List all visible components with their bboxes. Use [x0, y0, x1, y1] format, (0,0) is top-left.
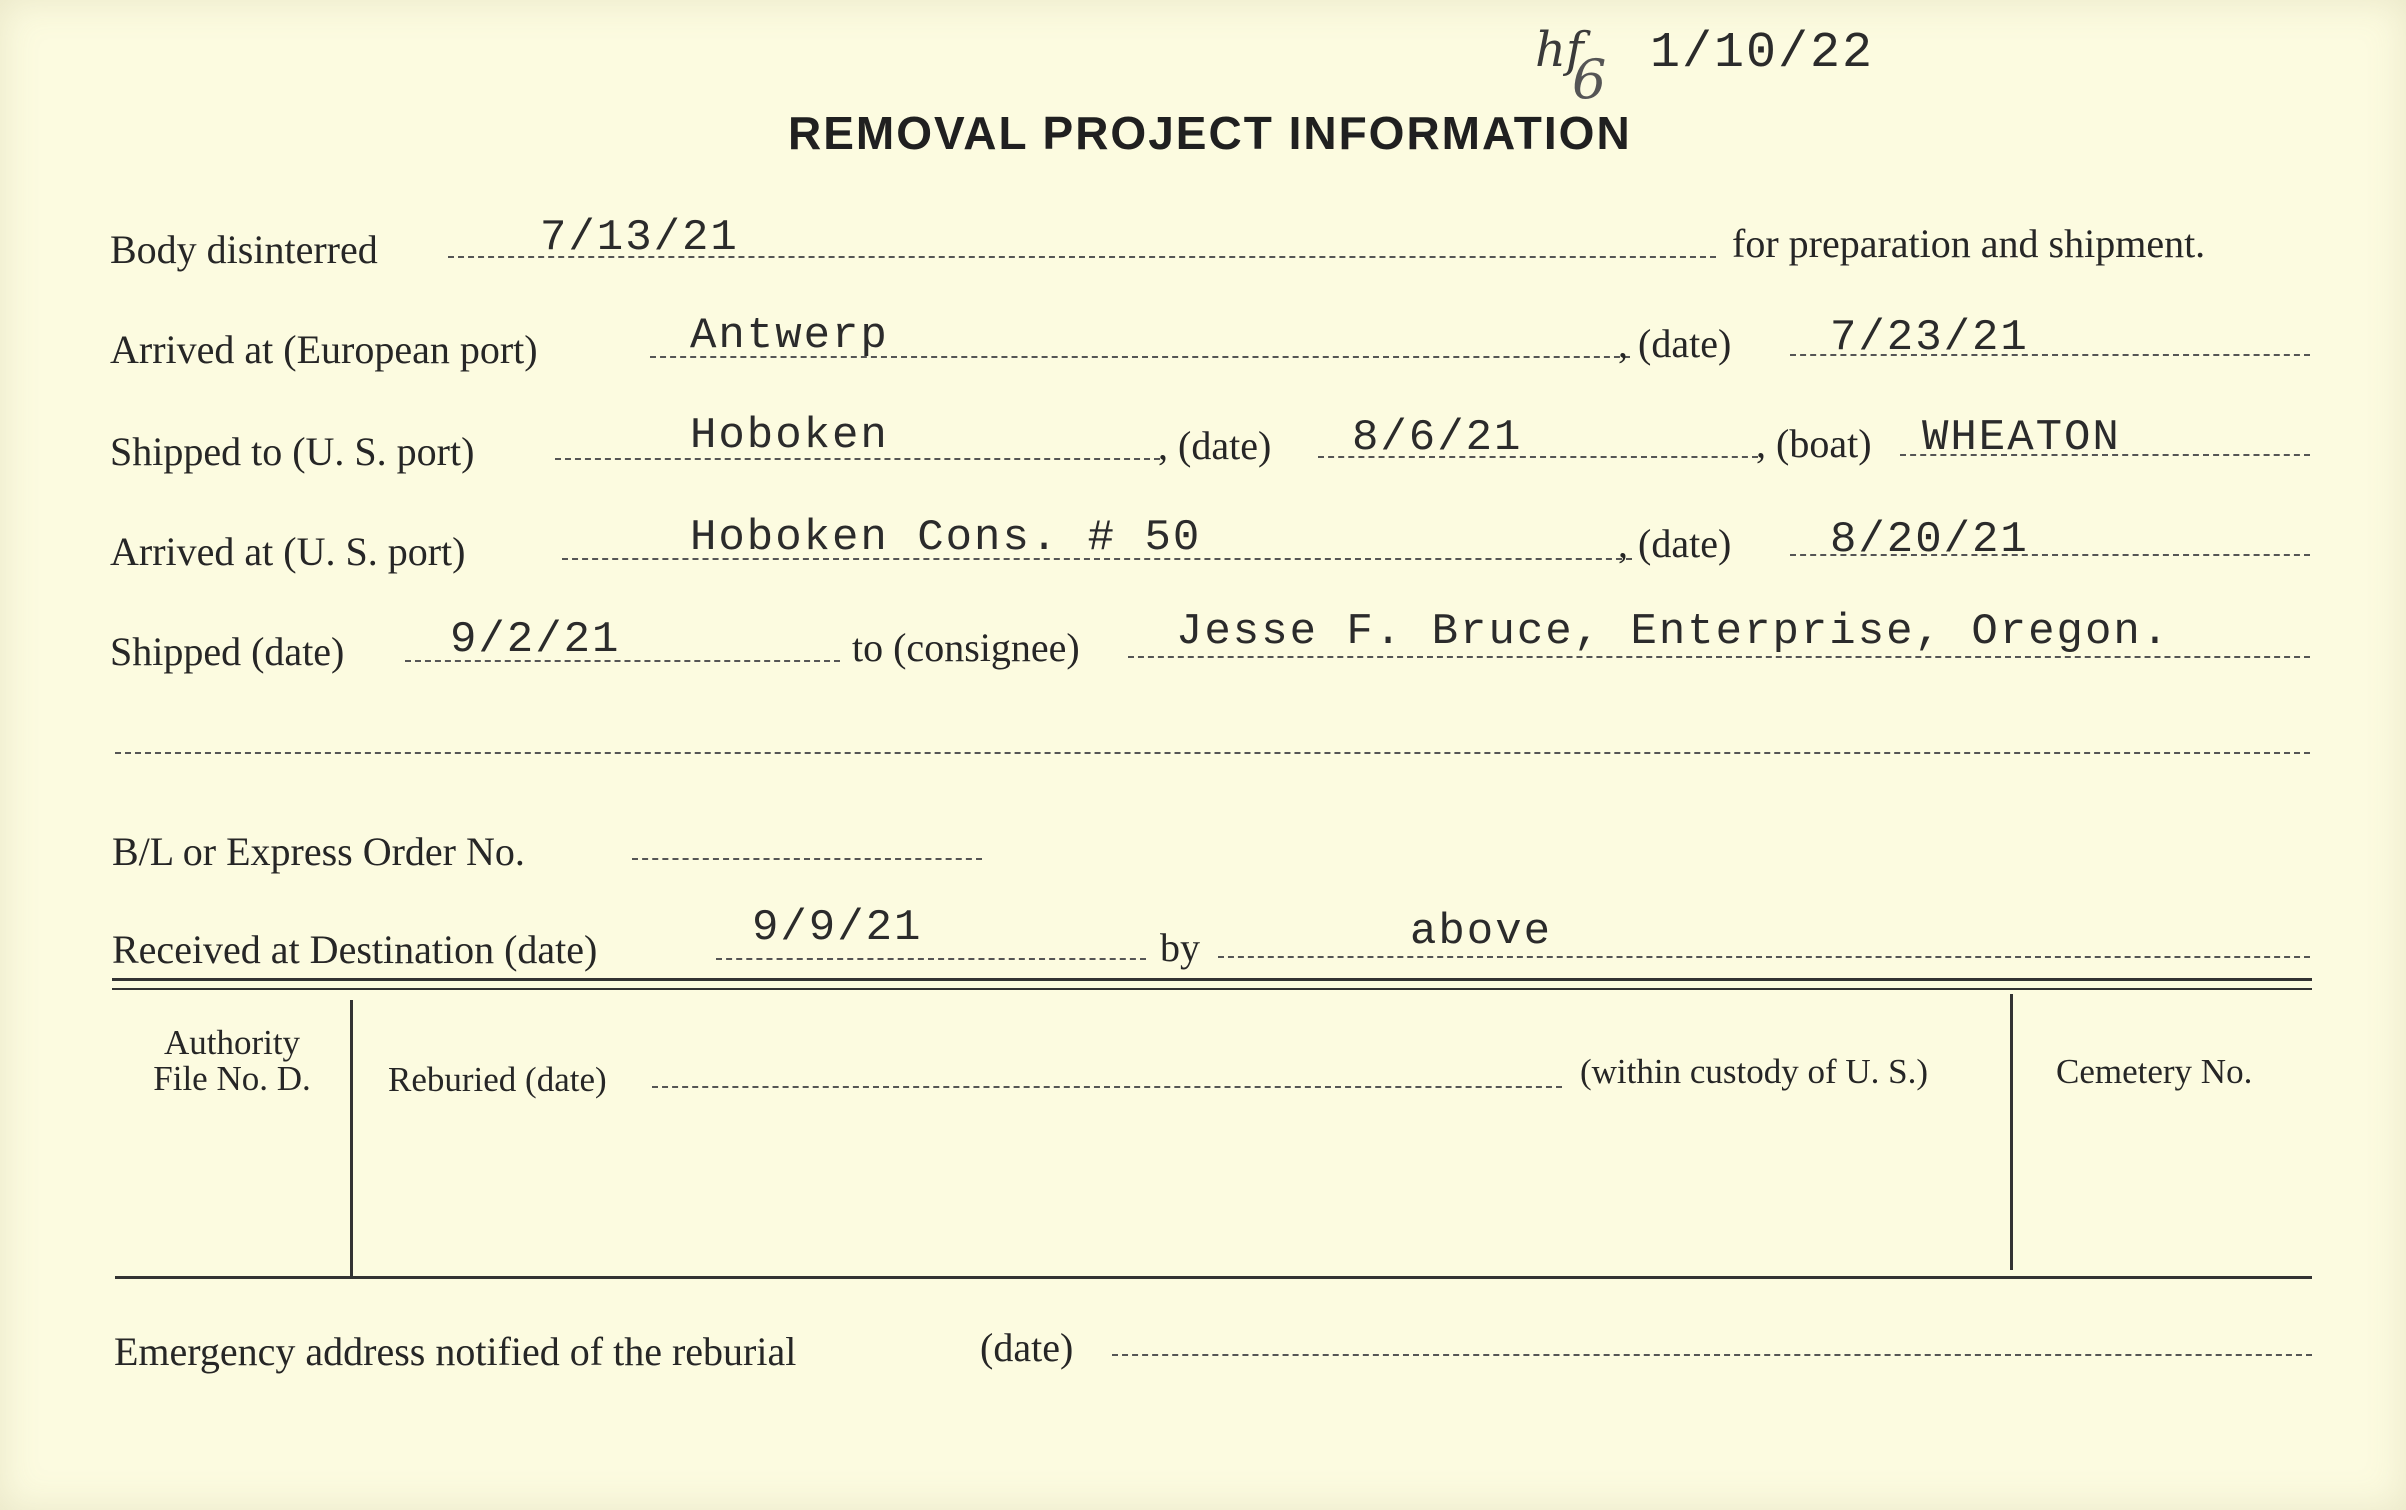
european-date-label: , (date): [1618, 321, 1732, 366]
reburied-line: [652, 1086, 1562, 1088]
shipped-label: Shipped (date): [110, 629, 345, 674]
double-rule-bottom: [112, 988, 2312, 990]
authority-label-1: Authority: [163, 1023, 301, 1062]
box-divider-left: [350, 1000, 353, 1276]
page-title: REMOVAL PROJECT INFORMATION: [788, 107, 1632, 159]
received-line: [716, 958, 1146, 960]
received-value: 9/9/21: [752, 903, 923, 953]
european-date-value: 7/23/21: [1830, 313, 2029, 363]
shipped-value: 9/2/21: [450, 615, 621, 665]
received-by-line: [1218, 956, 2310, 958]
emergency-date-label: (date): [980, 1325, 1074, 1370]
stamp-date: 1/10/22: [1650, 25, 1875, 82]
boat-value: WHEATON: [1922, 413, 2121, 463]
bl-order-line: [632, 858, 982, 860]
consignee-value: Jesse F. Bruce, Enterprise, Oregon.: [1176, 607, 2171, 657]
european-port-value: Antwerp: [690, 311, 889, 361]
handwritten-initials: hf: [1535, 22, 1584, 78]
bl-order-label: B/L or Express Order No.: [112, 829, 525, 874]
us-port-shipped-label: Shipped to (U. S. port): [110, 429, 475, 474]
shipped-date-label: , (date): [1158, 423, 1272, 468]
received-by-label: by: [1160, 925, 1200, 970]
arrived-date-label: , (date): [1618, 521, 1732, 566]
shipped-date-value: 8/6/21: [1352, 413, 1523, 463]
double-rule-top: [112, 978, 2312, 981]
received-label: Received at Destination (date): [112, 927, 598, 972]
received-by-value: above: [1410, 907, 1553, 957]
emergency-date-line: [1112, 1354, 2312, 1356]
body-disinterred-value: 7/13/21: [540, 213, 739, 263]
boat-label: , (boat): [1756, 421, 1872, 466]
european-port-label: Arrived at (European port): [110, 327, 538, 372]
preparation-suffix: for preparation and shipment.: [1732, 221, 2206, 266]
emergency-label: Emergency address notified of the reburial: [114, 1329, 797, 1374]
continuation-line: [115, 752, 2310, 754]
cemetery-label: Cemetery No.: [2056, 1052, 2253, 1091]
us-port-shipped-value: Hoboken: [690, 411, 889, 461]
authority-label-2: File No. D.: [153, 1059, 311, 1098]
us-port-arrived-label: Arrived at (U. S. port): [110, 529, 466, 574]
custody-label: (within custody of U. S.): [1580, 1052, 1929, 1091]
arrived-date-value: 8/20/21: [1830, 515, 2029, 565]
body-disinterred-label: Body disinterred: [110, 227, 378, 272]
handwritten-mark: 6: [1572, 48, 1607, 111]
consignee-label: to (consignee): [852, 625, 1080, 670]
reburied-label: Reburied (date): [388, 1060, 607, 1099]
box-divider-right: [2010, 994, 2013, 1270]
us-port-arrived-value: Hoboken Cons. # 50: [690, 513, 1202, 563]
box-bottom-rule: [115, 1276, 2312, 1279]
